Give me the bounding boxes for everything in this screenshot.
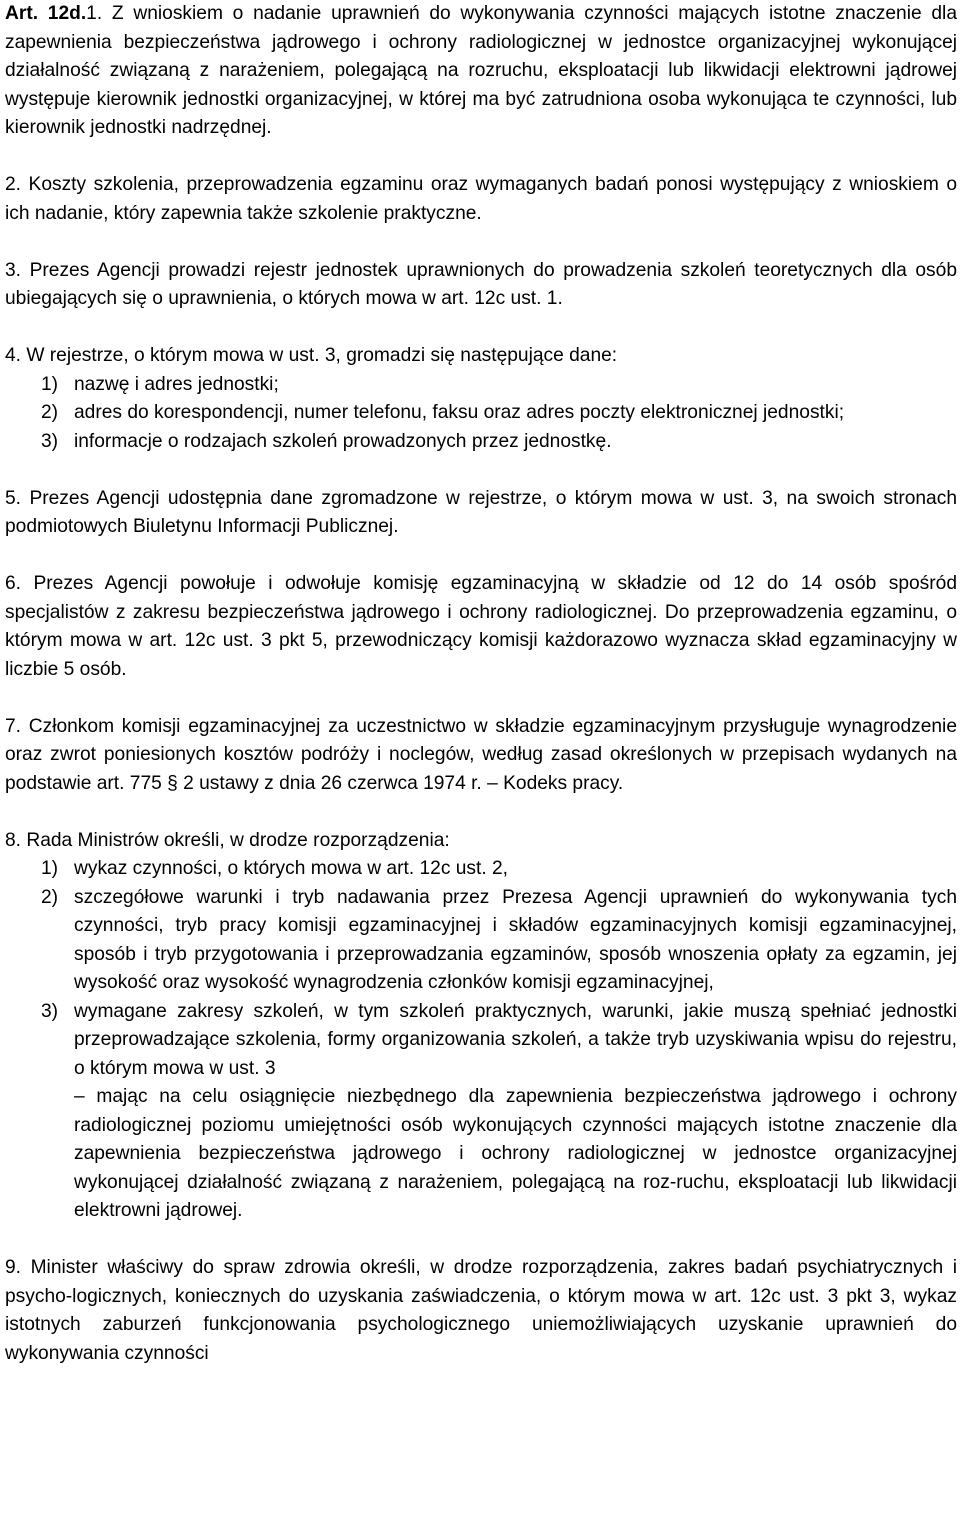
list-item: [5, 371, 957, 400]
list-item: [5, 855, 957, 884]
list-item-number: 3): [41, 1000, 59, 1022]
list-item-text: adres do korespondencji, numer telefonu, faksu oraz adres poczty elektronicznej jednostki;: [74, 402, 845, 423]
paragraph-1: [5, 0, 957, 143]
paragraph-8-list: [5, 855, 957, 1226]
paragraph-6: 6. Prezes Agencji powołuje i odwołuje komisję egzaminacyjną w składzie od 12 do 14 osób spośród specjalistów z zakresu bezpieczeństwa jądrowego i ochrony radiologicznej. Do przeprowadzenia egzaminu, o którym mowa w art. 12c ust. 3 pkt 5, przewodniczący komisji każdorazowo wyznacza skład egzaminacyjny w liczbie 5 osób.: [5, 573, 957, 680]
paragraph-3: 3. Prezes Agencji prowadzi rejestr jednostek uprawnionych do prowadzenia szkoleń teoretycznych dla osób ubiegających się o uprawnienia, o których mowa w art. 12c ust. 1.: [5, 259, 957, 309]
list-item-text: szczegółowe warunki i tryb nadawania przez Prezesa Agencji uprawnień do wykonywania tych czynności, tryb pracy komisji egzaminacyjnej i składów egzaminacyjnych komisji egzaminacyjnej, sposób i tryb przygotowania i przeprowadzania egzaminów, sposób wnoszenia opłaty za egzamin, jej wysokość oraz wysokość wynagrodzenia członków komisji egzaminacyjnej,: [74, 886, 957, 993]
paragraph-1-text: Z wnioskiem o nadanie uprawnień do wykonywania czynności mających istotne znaczenie dla zapewnienia bezpieczeństwa jądrowego i ochrony radiologicznej w jednostce organizacyjnej wykonującej działalność związaną z narażeniem, polegającą na rozruchu, eksploatacji lub likwidacji elektrowni jądrowej występuje kierownik jednostki organizacyjnej, w której ma być zatrudniona osoba wykonująca te czynności, lub kierownik jednostki nadrzędnej.: [5, 3, 957, 138]
list-item: [5, 884, 957, 998]
list-item: [5, 399, 957, 428]
list-item: [5, 998, 957, 1226]
paragraph-5: 5. Prezes Agencji udostępnia dane zgromadzone w rejestrze, o którym mowa w ust. 3, na swoich stronach podmiotowych Biuletynu Informacji Publicznej.: [5, 487, 957, 537]
list-item-text: informacje o rodzajach szkoleń prowadzonych przez jednostkę.: [74, 430, 612, 452]
paragraph-2: 2. Koszty szkolenia, przeprowadzenia egzaminu oraz wymaganych badań ponosi występujący z wnioskiem o ich nadanie, który zapewnia także szkolenie praktyczne.: [5, 174, 957, 224]
list-item-text: wymagane zakresy szkoleń, w tym szkoleń praktycznych, warunki, jakie muszą spełniać jednostki przeprowadzające szkolenia, formy organizowania szkoleń, a także tryb uzyskiwania wpisu do rejestru, o którym mowa w ust. 3: [74, 1000, 957, 1079]
list-item-number: 2): [41, 402, 59, 423]
document-page: [5, 0, 957, 1368]
list-item-text: wykaz czynności, o których mowa w art. 12c ust. 2,: [74, 858, 509, 879]
paragraph-8: 8. Rada Ministrów określi, w drodze rozporządzenia:: [5, 829, 450, 851]
article-heading: Art. 12d.: [5, 3, 87, 24]
paragraph-4: 4. W rejestrze, o którym mowa w ust. 3, gromadzi się następujące dane:: [5, 345, 618, 366]
list-item-number: 1): [41, 858, 59, 879]
list-item: [5, 428, 957, 457]
paragraph-9: 9. Minister właściwy do spraw zdrowia określi, w drodze rozporządzenia, zakres badań psychiatrycznych i psycho-logicznych, koniecznych do uzyskania zaświadczenia, o którym mowa w art. 12c ust. 3 pkt 3, wykaz istotnych zaburzeń funkcjonowania psychologicznego uniemożliwiających uzyskanie uprawnień do wykonywania czynności: [5, 1257, 957, 1364]
paragraph-7: 7. Członkom komisji egzaminacyjnej za uczestnictwo w składzie egzaminacyjnym przysługuje wynagrodzenie oraz zwrot poniesionych kosztów podróży i noclegów, według zasad określonych w przepisach wydanych na podstawie art. 775 § 2 ustawy z dnia 26 czerwca 1974 r. – Kodeks pracy.: [5, 715, 957, 794]
list-item-number: 2): [41, 886, 59, 908]
paragraph-4-list: [5, 371, 957, 457]
list-item-continuation: – mając na celu osiągnięcie niezbędnego dla zapewnienia bezpieczeństwa jądrowego i ochrony radiologicznej poziomu umiejętności osób wykonujących czynności mających istotne znaczenie dla zapewnienia bezpieczeństwa jądrowego i ochrony radiologicznej w jednostce organizacyjnej wykonującej działalność związaną z narażeniem, polegającą na roz-ruchu, eksploatacji lub likwidacji elektrowni jądrowej.: [74, 1086, 957, 1221]
list-item-text: nazwę i adres jednostki;: [74, 373, 279, 395]
list-item-number: 3): [41, 430, 59, 452]
paragraph-1-number: 1.: [86, 3, 103, 24]
list-item-number: 1): [41, 373, 59, 395]
